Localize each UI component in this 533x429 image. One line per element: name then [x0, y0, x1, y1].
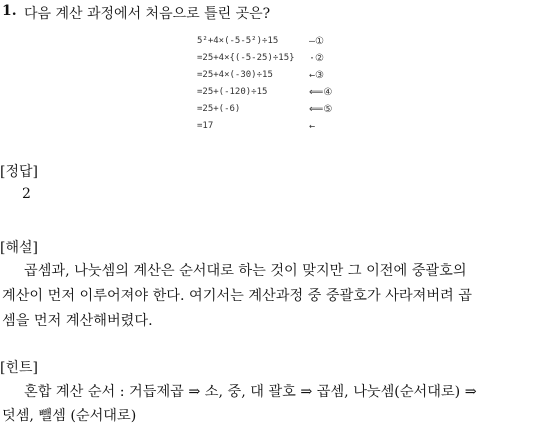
step-line-2: =25+4×(-30)÷15: [197, 70, 273, 80]
answer-value: 2: [22, 186, 31, 202]
hint-line-1: 덧셈, 뺄셈 (순서대로): [2, 408, 137, 424]
step-line-3: =25+(-120)÷15: [197, 87, 268, 97]
question-number: 1.: [2, 3, 17, 19]
calculation-steps-figure: [197, 36, 347, 136]
explanation-line-0: 곱셈과, 나눗셈의 계산은 순서대로 하는 것이 맞지만 그 이전에 중괄호의: [24, 263, 467, 279]
step-line-5: =17: [197, 121, 214, 131]
step-line-4: =25+(-6): [197, 104, 241, 114]
step-line-0: 5²+4×(-5-5²)÷15: [197, 36, 279, 46]
question-text: 다음 계산 과정에서 처음으로 틀린 곳은?: [24, 6, 271, 22]
step-marker-1: ·②: [309, 53, 324, 64]
hint-heading: [힌트]: [0, 360, 38, 376]
answer-heading: [정답]: [0, 164, 38, 180]
step-marker-0: —①: [309, 36, 324, 47]
step-marker-4: ⟸⑤: [309, 104, 333, 115]
step-line-1: =25+4×{(-5-25)÷15}: [197, 53, 295, 63]
explanation-line-2: 셈을 먼저 계산해버렸다.: [2, 313, 153, 329]
explanation-line-1: 계산이 먼저 이루어져야 한다. 여기서는 계산과정 중 중괄호가 사라져버려 곱: [2, 288, 472, 304]
step-marker-3: ⟸④: [309, 87, 333, 98]
explanation-heading: [해설]: [0, 240, 38, 256]
step-marker-5: ←: [309, 121, 316, 132]
step-marker-2: ←③: [309, 70, 324, 81]
hint-line-0: 혼합 계산 순서 : 거듭제곱 ⇒ 소, 중, 대 괄호 ⇒ 곱셈, 나눗셈(순서대로) ⇒: [24, 384, 477, 400]
